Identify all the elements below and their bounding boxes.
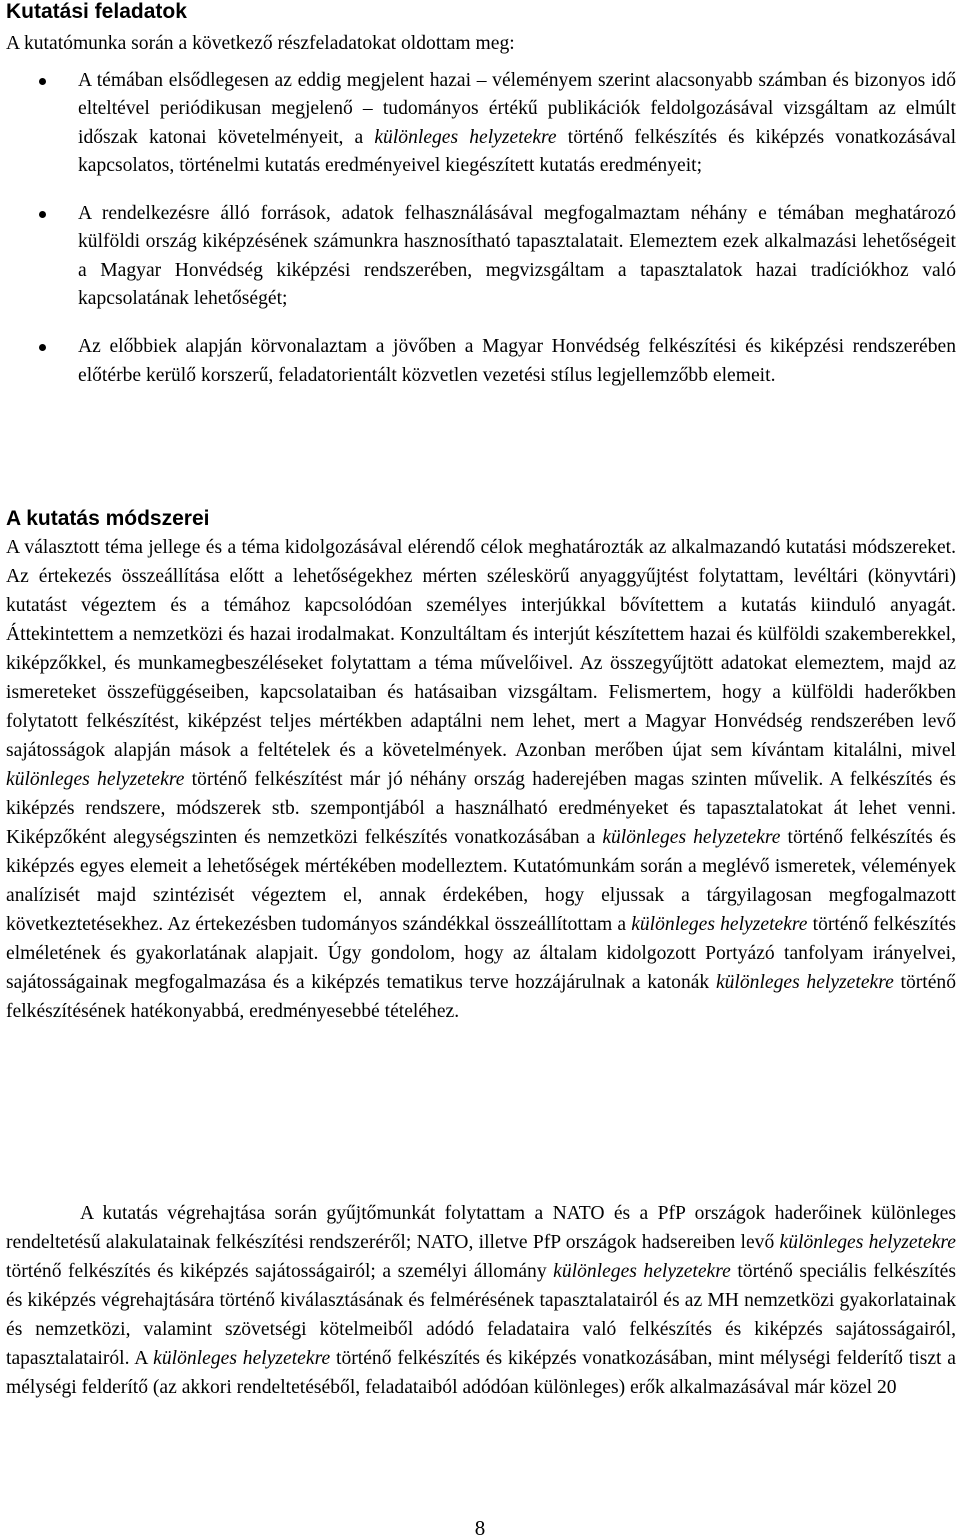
section-heading-kutatas-modszerei: A kutatás módszerei: [6, 507, 210, 530]
text-segment: A kutatás végrehajtása során gyűjtőmunkát folytattam a NATO és a PfP országok haderőinek különleges rendeltetésű alakulatainak felkészítési rendszeréről; NATO, illetve PfP országok hadsereiben levő: [6, 1203, 956, 1253]
page-number: 8: [474, 1516, 486, 1540]
bullet-icon: [39, 78, 46, 85]
text-segment: Az előbbiek alapján körvonalaztam a jövőben a Magyar Honvédség felkészítési és kiképzési rendszerében előtérbe kerülő korszerű, feladatorientált közvetlen vezetési stílus legjellemzőbb elemeit.: [78, 336, 956, 386]
emphasis-text: különleges helyzetekre: [553, 1261, 731, 1282]
section-heading-kutatasi-feladatok: Kutatási feladatok: [6, 0, 187, 23]
text-segment: történő felkészítés elméletének és gyakorlatának alapjait. Úgy gondolom, hogy az általam kidolgozott Portyázó tanfolyam irányelvei, sajátosságainak megfogalmazása és a kiképzés tematikus terve hozzájárulnak a katonák: [6, 914, 956, 993]
task-list: [0, 67, 960, 410]
text-segment: A választott téma jellege és a téma kidolgozásával elérendő célok meghatározták az alkalmazandó kutatási módszereket. Az értekezés összeállítása előtt a lehetőségekhez mérten széleskörű anyaggyűjtést folytattam, levéltári (könyvtári) kutatást végeztem és a témához kapcsolódóan személyes interjúkkal bővítettem a kutatás kiinduló anyagát. Áttekintettem a nemzetközi és hazai irodalmakat. Konzultáltam és interjút készítettem hazai és külföldi szakemberekkel, kiképzőkkel, és munkamegbeszéléseket folytattam a téma művelőivel. Az összegyűjtött adatokat elemeztem, majd az ismereteket összefüggéseiben, kapcsolataiban és hatásaiban vizsgáltam. Felismertem, hogy a külföldi haderőkben folytatott felkészítést, kiképzést teljes mértékben adaptálni nem lehet, mert a Magyar Honvédség rendszerében levő sajátosságok alapján mások a feltételek és a követelmények. Azonban merőben újat sem kívántam kitalálni, mivel: [6, 537, 956, 761]
emphasis-text: különleges helyzetekre: [153, 1348, 331, 1369]
bullet-icon: [39, 344, 46, 351]
text-segment: történő felkészítés és kiképzés vonatkozásában, mint mélységi felderítő tiszt a mélységi felderítő (az akkori rendeltetéséből, feladataiból adódóan különleges) erők alkalmazásával már közel 20: [6, 1348, 956, 1398]
text-segment: történő felkészítést már jó néhány ország haderejében magas szinten művelik. A felkészítés és kiképzés rendszere, módszerek stb. szempontjából a használható eredményeket és tapasztalatokat át lehet venni. Kiképzőként alegységszinten és nemzetközi felkészítés vonatkozásában a: [6, 769, 957, 848]
emphasis-text: különleges helyzetekre: [602, 827, 781, 848]
list-item: [0, 200, 960, 313]
text-segment: A rendelkezésre álló források, adatok felhasználásával megfogalmaztam néhány e témában meghatározó külföldi ország kiképzésének számunkra hasznosítható tapasztalatait. Elemeztem ezek alkalmazási lehetőségeit a Magyar Honvédség kiképzési rendszerében, megvizsgáltam a tapasztalatok hazai tradíciókhoz való kapcsolatának lehetőségét;: [78, 203, 956, 310]
bullet-icon: [39, 211, 46, 218]
text-segment: történő speciális felkészítés és kiképzés végrehajtására történő kiválasztásának és felmérésének tapasztalatairól és az MH nemzetközi gyakorlatainak és nemzetközi, valamint szövetségi kötelmeiből adódó feladataira való felkészítés és kiképzés sajátosságairól, tapasztalatairól. A: [6, 1261, 956, 1369]
list-item: [0, 67, 960, 180]
paragraph-methods: [6, 533, 956, 1026]
text-segment: A témában elsődlegesen az eddig megjelent hazai – véleményem szerint alacsonyabb számban és bizonyos idő elteltével periódikusan megjelenő – tudományos értékű publikációk feldolgozásával vizsgáltam az elmúlt időszak katonai követelményeit, a: [78, 70, 956, 148]
text-segment: történő felkészítés és kiképzés sajátosságairól; a személyi állomány: [6, 1261, 554, 1282]
text-segment: történő felkészítés és kiképzés vonatkozásával kapcsolatos, történelmi kutatás eredményeivel kiegészített kutatás eredményeit;: [78, 126, 957, 176]
text-segment: történő felkészítés és kiképzés egyes elemeit a lehetőségek mértékében modelleztem. Kutatómunkám során a meglévő ismeretek, vélemények analízisét majd szintézisét végeztem el, annak érdekében, hogy eljussak a tárgyilagosan megfogalmazott következtetésekhez. Az értekezésben tudományos szándékkal összeállítottam a: [6, 827, 957, 935]
intro-text: A kutatómunka során a következő részfeladatokat oldottam meg:: [6, 33, 515, 54]
emphasis-text: különleges helyzetekre: [715, 972, 894, 993]
list-item: [0, 333, 960, 390]
paragraph-execution: [6, 1199, 956, 1402]
emphasis-text: különleges helyzetekre: [779, 1232, 956, 1253]
emphasis-text: különleges helyzetekre: [631, 914, 808, 935]
emphasis-text: különleges helyzetekre: [6, 769, 185, 790]
emphasis-text: különleges helyzetekre: [374, 126, 557, 148]
text-segment: történő felkészítésének hatékonyabbá, eredményesebbé tételéhez.: [6, 972, 957, 1022]
